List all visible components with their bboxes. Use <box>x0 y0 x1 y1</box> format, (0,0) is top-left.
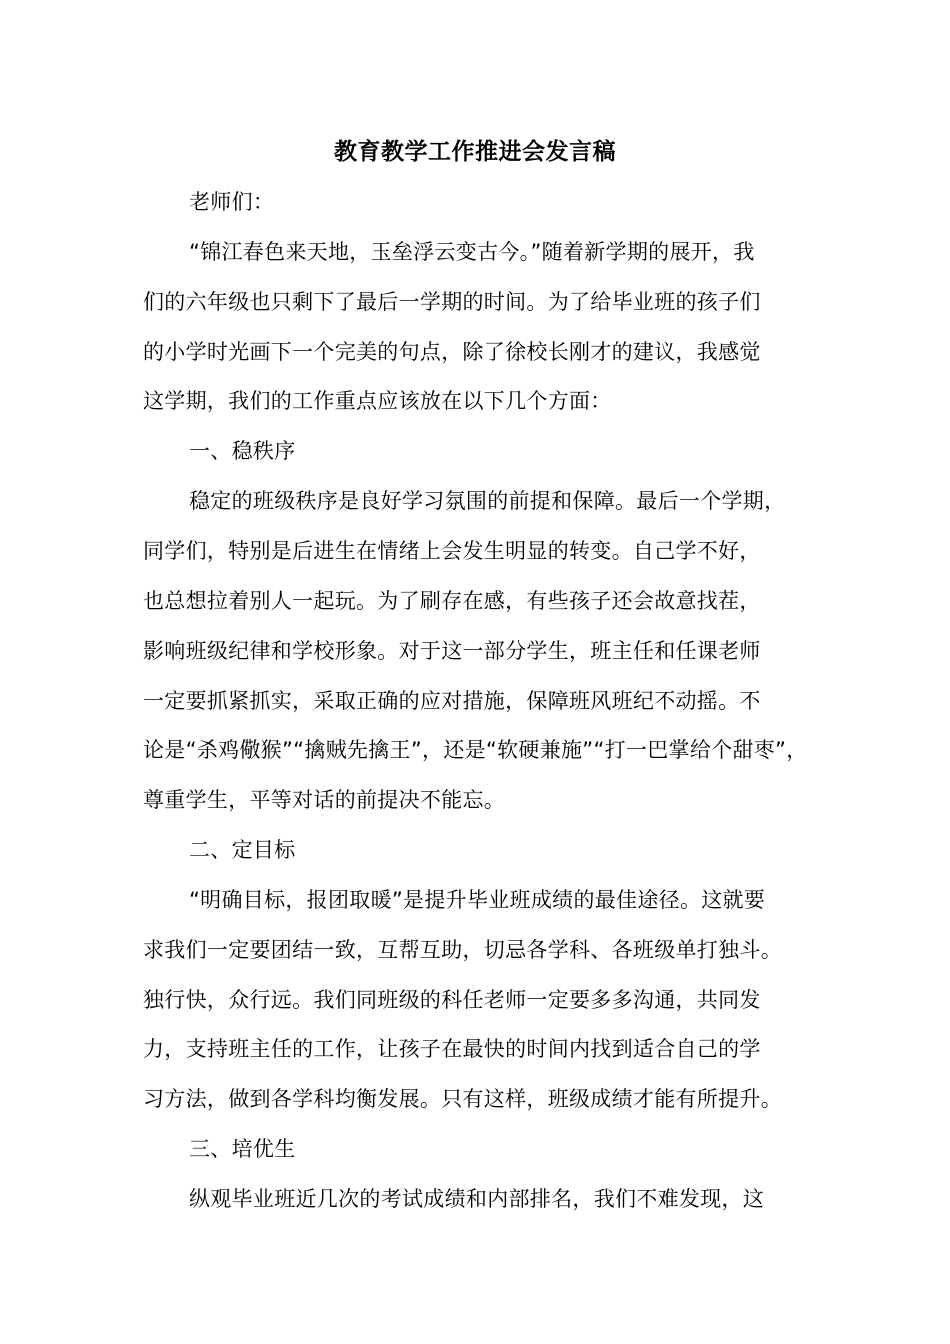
text-line: 纵观毕业班近几次的考试成绩和内部排名，我们不难发现，这 <box>189 1187 765 1211</box>
text-line: 论是“杀鸡儆猴”“擒贼先擒王”，还是“软硬兼施”“打一巴掌给个甜枣”， <box>143 738 808 762</box>
text-line: “锦江春色来天地，玉垒浮云变古今。”随着新学期的展开，我 <box>189 240 755 264</box>
text-line: 尊重学生，平等对话的前提决不能忘。 <box>143 788 506 812</box>
text-line: 这学期，我们的工作重点应该放在以下几个方面： <box>143 389 612 413</box>
text-line: 们的六年级也只剩下了最后一学期的时间。为了给毕业班的孩子们 <box>143 290 761 314</box>
text-line: 三、培优生 <box>189 1137 296 1161</box>
text-line: 也总想拉着别人一起玩。为了刷存在感，有些孩子还会故意找茬， <box>143 589 761 613</box>
document-title: 教育教学工作推进会发言稿 <box>334 139 616 165</box>
text-line: 稳定的班级秩序是良好学习氛围的前提和保障。最后一个学期， <box>189 489 786 513</box>
text-line: 影响班级纪律和学校形象。对于这一部分学生，班主任和任课老师 <box>143 639 761 663</box>
text-line: 一、稳秩序 <box>189 439 296 463</box>
text-line: 二、定目标 <box>189 838 296 862</box>
text-line: “明确目标，报团取暖”是提升毕业班成绩的最佳途径。这就要 <box>189 888 766 912</box>
text-line: 力，支持班主任的工作，让孩子在最快的时间内找到适合自己的学 <box>143 1037 761 1061</box>
text-line: 的小学时光画下一个完美的句点，除了徐校长刚才的建议，我感觉 <box>143 340 761 364</box>
text-line: 同学们，特别是后进生在情绪上会发生明显的转变。自己学不好， <box>143 539 761 563</box>
text-line: 老师们： <box>189 190 275 214</box>
text-line: 独行快，众行远。我们同班级的科任老师一定要多多沟通，共同发 <box>143 988 761 1012</box>
text-line: 一定要抓紧抓实，采取正确的应对措施，保障班风班纪不动摇。不 <box>143 689 761 713</box>
text-line: 求我们一定要团结一致，互帮互助，切忌各学科、各班级单打独斗。 <box>143 938 782 962</box>
text-line: 习方法，做到各学科均衡发展。只有这样，班级成绩才能有所提升。 <box>143 1087 782 1111</box>
